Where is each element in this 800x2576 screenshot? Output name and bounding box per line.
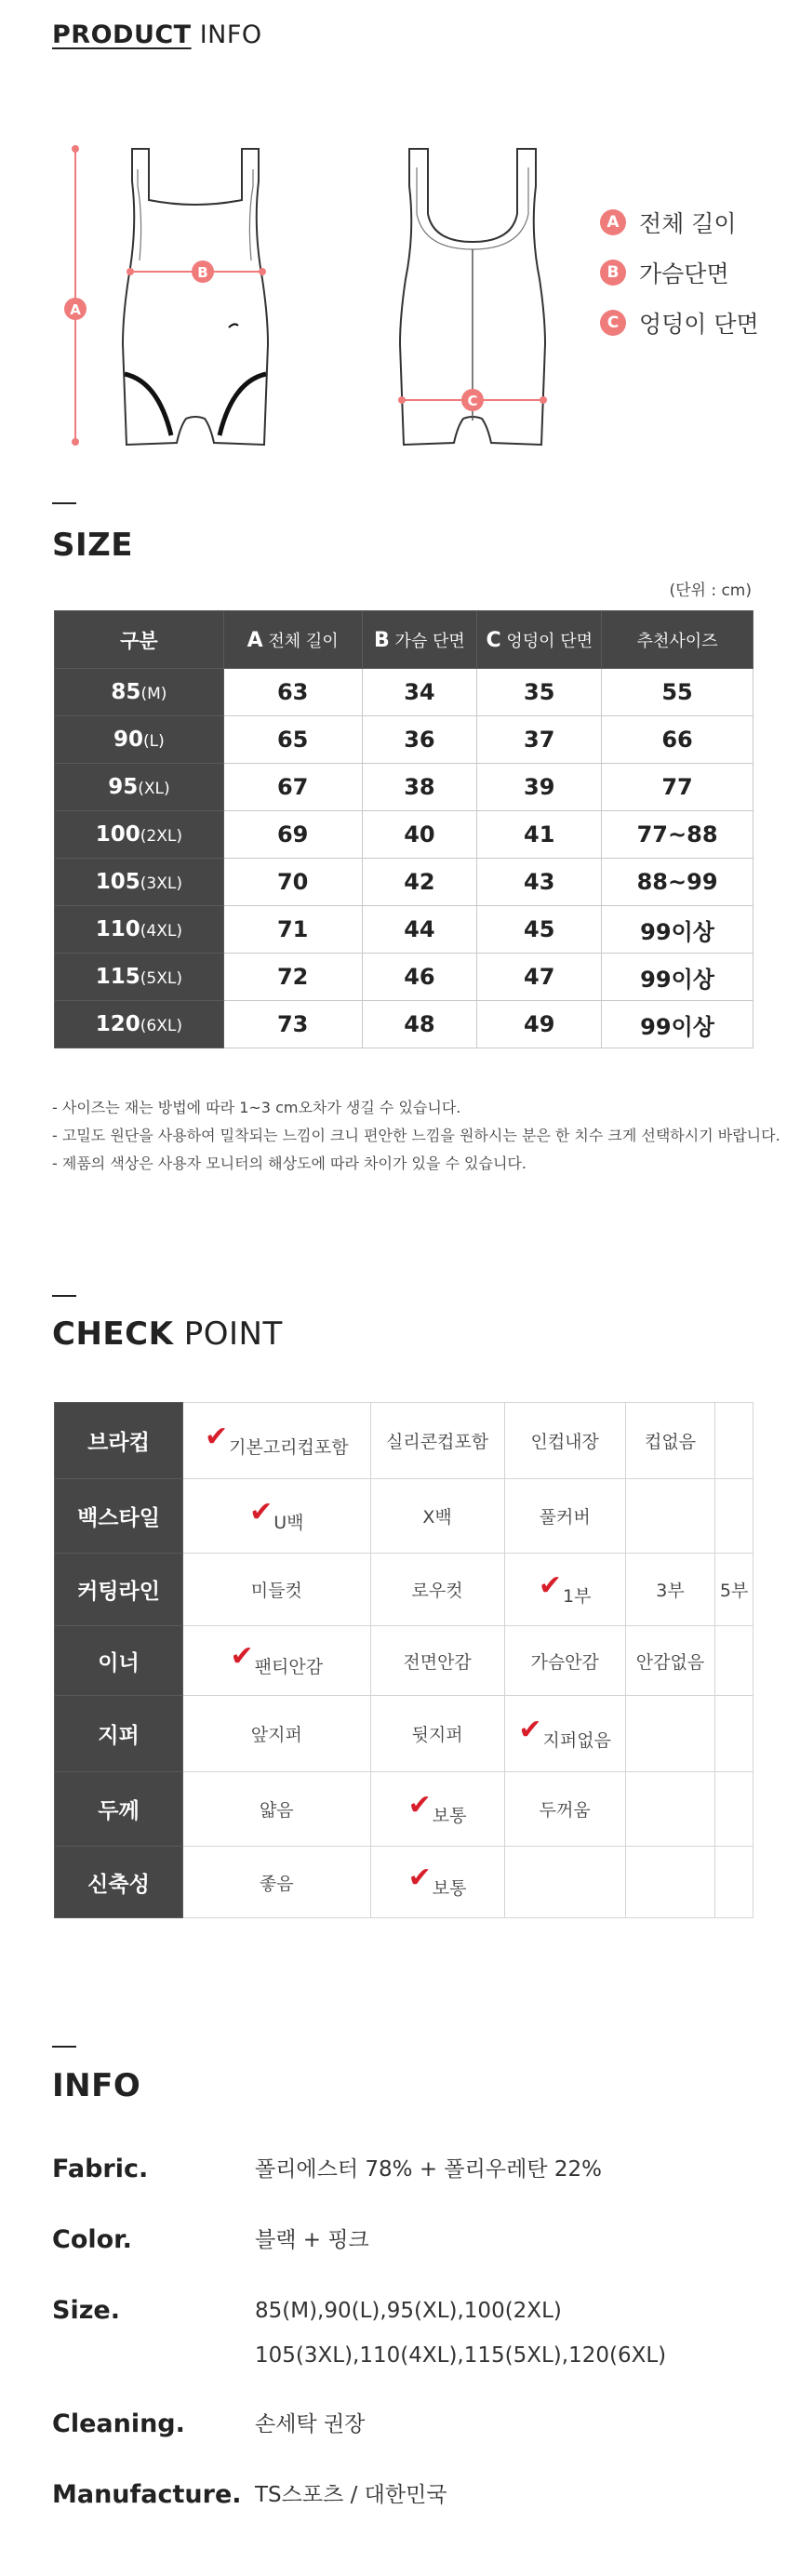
chest-width-cell: 44 (362, 906, 477, 954)
hip-width-cell: 45 (477, 906, 602, 954)
check-option-label: X백 (422, 1507, 452, 1528)
check-option (183, 1554, 371, 1626)
recommended-size-cell: 55 (602, 669, 753, 716)
check-point-table (54, 1402, 753, 1918)
recommended-size-cell: 99이상 (602, 1001, 753, 1048)
check-option-label: 앞지퍼 (250, 1725, 302, 1745)
size-label: 120(6XL) (55, 1001, 224, 1048)
info-key: Size. (52, 2296, 120, 2325)
info-key: Fabric. (52, 2155, 149, 2183)
size-row (55, 906, 753, 954)
check-option-label: U백 (273, 1512, 304, 1533)
size-row (55, 954, 753, 1001)
check-row-label: 신축성 (55, 1847, 183, 1918)
product-info-title-bold: PRODUCT (52, 20, 192, 49)
size-row (55, 811, 753, 859)
info-value (255, 2218, 369, 2262)
note-line: - 제품의 색상은 사용자 모니터의 해상도에 따라 차이가 있을 수 있습니다. (52, 1155, 527, 1172)
info-value (255, 2289, 666, 2378)
total-length-cell: 67 (223, 764, 362, 811)
legend-badge: A (600, 209, 626, 235)
check-option-label: 3부 (656, 1581, 685, 1601)
section-divider (52, 1295, 76, 1297)
marker-a-label: A (70, 301, 81, 318)
check-option-label: 두꺼움 (539, 1800, 591, 1821)
check-option (370, 1696, 504, 1772)
check-option (625, 1772, 714, 1847)
total-length-cell: 71 (223, 906, 362, 954)
check-option (625, 1554, 714, 1626)
check-option (504, 1696, 625, 1772)
check-icon: ✔ (407, 1862, 432, 1894)
total-length-cell: 73 (223, 1001, 362, 1048)
size-title-text: SIZE (52, 527, 134, 564)
info-row (52, 2147, 602, 2192)
size-label: 90(L) (55, 716, 224, 764)
check-option (183, 1847, 371, 1918)
check-icon: ✔ (407, 1788, 432, 1822)
size-label: 95(XL) (55, 764, 224, 811)
marker-c (461, 389, 484, 411)
check-option (370, 1847, 504, 1918)
info-title-text: INFO (52, 2067, 141, 2104)
check-option (504, 1403, 625, 1479)
check-row (55, 1772, 753, 1847)
check-option-label: 얇음 (259, 1800, 294, 1821)
info-value (255, 2473, 447, 2517)
chest-width-cell: 38 (362, 764, 477, 811)
check-option-label: 전면안감 (403, 1651, 472, 1673)
legend-label: 엉덩이 단면 (639, 311, 759, 338)
legend-badge: C (600, 310, 626, 336)
check-option-label: 1부 (563, 1585, 592, 1607)
legend-item (600, 197, 759, 247)
info-key: Color. (52, 2225, 132, 2254)
hip-width-cell: 47 (477, 954, 602, 1001)
unit-note: (단위 : cm) (669, 581, 752, 600)
check-option-label: 가슴안감 (530, 1651, 599, 1673)
check-row (55, 1403, 753, 1479)
check-option-label: 팬티안감 (254, 1657, 324, 1677)
check-option (715, 1847, 753, 1918)
info-key: Manufacture. (52, 2480, 242, 2509)
check-row-label: 두께 (55, 1772, 183, 1847)
check-option (715, 1626, 753, 1696)
size-label: 100(2XL) (55, 811, 224, 859)
size-row (55, 764, 753, 811)
check-option-label: 로우컷 (411, 1581, 463, 1601)
check-row (55, 1626, 753, 1696)
check-option (625, 1626, 714, 1696)
size-notes (52, 1094, 780, 1178)
hip-width-cell: 49 (477, 1001, 602, 1048)
size-label: 105(3XL) (55, 859, 224, 906)
check-option (625, 1479, 714, 1554)
check-option-label: 보통 (432, 1878, 467, 1899)
check-row-label: 브라컵 (55, 1403, 183, 1479)
marker-b (192, 260, 214, 283)
size-row (55, 669, 753, 716)
size-label: 110(4XL) (55, 906, 224, 954)
check-option-label: 지퍼없음 (542, 1729, 611, 1751)
section-divider (52, 502, 76, 504)
chest-width-cell: 36 (362, 716, 477, 764)
chest-width-cell: 42 (362, 859, 477, 906)
info-row (52, 2218, 369, 2262)
header-cell: C 엉덩이 단면 (477, 611, 602, 669)
check-option (370, 1626, 504, 1696)
hip-width-cell: 39 (477, 764, 602, 811)
check-option (715, 1696, 753, 1772)
check-row-label: 지퍼 (55, 1696, 183, 1772)
recommended-size-cell: 77 (602, 764, 753, 811)
info-row (52, 2289, 666, 2378)
check-option (183, 1696, 371, 1772)
note-line: - 사이즈는 재는 방법에 따라 1~3 cm오차가 생길 수 있습니다. (52, 1099, 461, 1116)
check-option (370, 1554, 504, 1626)
check-row (55, 1847, 753, 1918)
check-option (625, 1403, 714, 1479)
info-value-line: 105(3XL),110(4XL),115(5XL),120(6XL) (255, 2343, 667, 2368)
measurement-legend (600, 197, 759, 348)
chest-width-cell: 34 (362, 669, 477, 716)
info-value-line: 블랙 + 핑크 (255, 2228, 369, 2252)
check-row-label: 백스타일 (55, 1479, 183, 1554)
check-option (715, 1403, 753, 1479)
info-value (255, 2147, 602, 2192)
header-cell: 추천사이즈 (602, 611, 753, 669)
recommended-size-cell: 88~99 (602, 859, 753, 906)
header-cell: A 전체 길이 (223, 611, 362, 669)
hip-width-cell: 37 (477, 716, 602, 764)
info-value-line: 폴리에스터 78% + 폴리우레탄 22% (255, 2157, 602, 2182)
hip-width-cell: 35 (477, 669, 602, 716)
info-value-line: TS스포츠 / 대한민국 (255, 2483, 447, 2507)
check-row-label: 커팅라인 (55, 1554, 183, 1626)
check-row (55, 1696, 753, 1772)
product-info-title-rest: INFO (191, 20, 262, 49)
info-value-line: 손세탁 권장 (255, 2412, 366, 2436)
check-row-label: 이너 (55, 1626, 183, 1696)
chest-width-cell: 48 (362, 1001, 477, 1048)
hip-width-cell: 41 (477, 811, 602, 859)
legend-label: 전체 길이 (639, 210, 737, 237)
check-option (504, 1626, 625, 1696)
total-length-cell: 69 (223, 811, 362, 859)
check-option (504, 1847, 625, 1918)
check-option (625, 1847, 714, 1918)
size-label: 115(5XL) (55, 954, 224, 1001)
check-option (370, 1479, 504, 1554)
marker-b-label: B (197, 264, 208, 281)
marker-a (64, 298, 87, 320)
check-option (183, 1626, 371, 1696)
check-row (55, 1479, 753, 1554)
check-option-label: 인컵내장 (530, 1432, 599, 1452)
info-value-line: 85(M),90(L),95(XL),100(2XL) (255, 2299, 562, 2323)
info-key: Cleaning. (52, 2409, 185, 2438)
check-option-label: 풀커버 (539, 1507, 591, 1528)
recommended-size-cell: 66 (602, 716, 753, 764)
size-table-header (55, 611, 753, 669)
note-line: - 고밀도 원단을 사용하여 밀착되는 느낌이 크니 편안한 느낌을 원하시는 분은 한 치수 크게 선택하시기 바랍니다. (52, 1127, 780, 1144)
check-option-label: 5부 (719, 1581, 749, 1601)
size-row (55, 859, 753, 906)
check-icon: ✔ (249, 1495, 273, 1528)
check-icon: ✔ (518, 1713, 542, 1746)
size-row (55, 716, 753, 764)
info-value (255, 2402, 365, 2447)
check-option (183, 1772, 371, 1847)
front-view-drawing (123, 149, 268, 445)
chest-width-cell: 40 (362, 811, 477, 859)
check-option (715, 1772, 753, 1847)
check-option-label: 미들컷 (250, 1581, 302, 1601)
hip-width-cell: 43 (477, 859, 602, 906)
info-title (52, 2067, 140, 2104)
check-option (370, 1403, 504, 1479)
chest-width-cell: 46 (362, 954, 477, 1001)
check-option (625, 1696, 714, 1772)
check-icon: ✔ (230, 1640, 254, 1673)
check-option-label: 실리콘컵포함 (386, 1432, 489, 1452)
check-option-label: 안감없음 (635, 1651, 705, 1673)
check-option (183, 1403, 371, 1479)
marker-c-label: C (467, 393, 478, 409)
size-table (54, 610, 753, 1048)
swimsuit-diagram (47, 130, 567, 484)
total-length-cell: 63 (223, 669, 362, 716)
check-option (183, 1479, 371, 1554)
check-option-label: 기본고리컵포함 (229, 1436, 349, 1458)
check-option (715, 1479, 753, 1554)
size-label: 85(M) (55, 669, 224, 716)
recommended-size-cell: 77~88 (602, 811, 753, 859)
recommended-size-cell: 99이상 (602, 954, 753, 1001)
header-cell: B 가슴 단면 (362, 611, 477, 669)
check-icon: ✔ (204, 1420, 229, 1453)
check-point-title-rest: POINT (173, 1315, 283, 1353)
check-option (504, 1772, 625, 1847)
total-length-cell: 65 (223, 716, 362, 764)
header-cell: 구분 (55, 611, 224, 669)
info-row (52, 2473, 447, 2517)
check-option (504, 1479, 625, 1554)
size-row (55, 1001, 753, 1048)
check-option (504, 1554, 625, 1626)
check-icon: ✔ (538, 1568, 563, 1602)
legend-label: 가슴단면 (639, 260, 729, 287)
check-option (715, 1554, 753, 1626)
info-row (52, 2402, 365, 2447)
check-point-title (52, 1315, 283, 1353)
legend-badge: B (600, 260, 626, 286)
total-length-cell: 72 (223, 954, 362, 1001)
product-info-title (52, 20, 262, 49)
check-option-label: 좋음 (259, 1873, 294, 1894)
check-option-label: 컵없음 (644, 1432, 697, 1452)
legend-item (600, 247, 759, 298)
check-option-label: 뒷지퍼 (411, 1725, 463, 1745)
section-divider (52, 2046, 76, 2048)
check-row (55, 1554, 753, 1626)
check-option (370, 1772, 504, 1847)
size-title (52, 527, 133, 564)
legend-item (600, 298, 759, 348)
total-length-cell: 70 (223, 859, 362, 906)
check-option-label: 보통 (432, 1805, 467, 1826)
recommended-size-cell: 99이상 (602, 906, 753, 954)
check-point-title-bold: CHECK (52, 1315, 174, 1353)
